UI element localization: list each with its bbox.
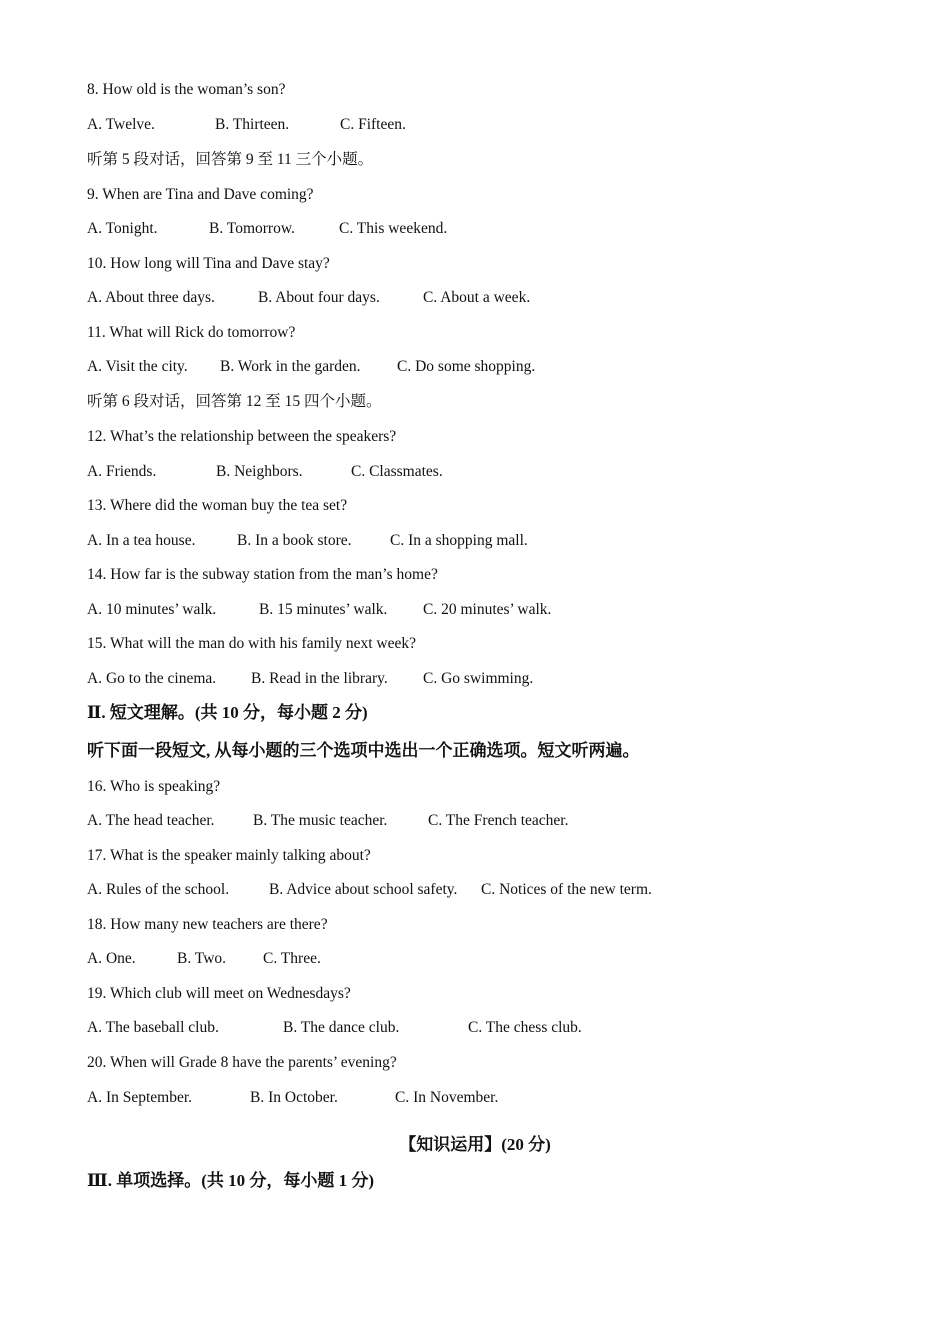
answer-option: B. Advice about school safety. — [269, 881, 458, 898]
answer-option: C. Fifteen. — [340, 116, 406, 133]
section-heading: Ⅲ. 单项选择。(共 10 分，每小题 1 分) — [87, 1171, 375, 1190]
question-text: 19. Which club will meet on Wednesdays? — [87, 985, 351, 1002]
answer-option: C. Do some shopping. — [397, 358, 536, 375]
answer-option: C. 20 minutes’ walk. — [423, 601, 552, 618]
question-text: 9. When are Tina and Dave coming? — [87, 186, 314, 203]
section-title: 【知识运用】(20 分) — [399, 1135, 551, 1154]
question-text: 12. What’s the relationship between the speakers? — [87, 428, 397, 445]
answer-option: A. Twelve. — [87, 116, 155, 133]
answer-option: C. About a week. — [423, 289, 531, 306]
answer-option: B. Work in the garden. — [220, 358, 361, 375]
answer-option: B. Read in the library. — [251, 670, 388, 687]
answer-option: A. Go to the cinema. — [87, 670, 217, 687]
answer-option: B. In October. — [250, 1089, 338, 1106]
answer-option: A. In September. — [87, 1089, 193, 1106]
question-text: 14. How far is the subway station from the man’s home? — [87, 566, 438, 583]
answer-option: A. The head teacher. — [87, 812, 215, 829]
answer-option: A. The baseball club. — [87, 1019, 219, 1036]
instruction-text: 听第 5 段对话，回答第 9 至 11 三个小题。 — [87, 151, 374, 168]
question-text: 15. What will the man do with his family next week? — [87, 635, 417, 652]
answer-option: B. Neighbors. — [216, 463, 303, 480]
answer-option: C. Notices of the new term. — [481, 881, 652, 898]
section-heading: 听下面一段短文, 从每小题的三个选项中选出一个正确选项。短文听两遍。 — [87, 741, 640, 760]
question-text: 8. How old is the woman’s son? — [87, 81, 286, 98]
section-heading: Ⅱ. 短文理解。(共 10 分，每小题 2 分) — [87, 703, 368, 722]
answer-option: C. In a shopping mall. — [390, 532, 528, 549]
answer-option: C. This weekend. — [339, 220, 448, 237]
question-text: 11. What will Rick do tomorrow? — [87, 324, 296, 341]
answer-option: B. The music teacher. — [253, 812, 388, 829]
question-text: 20. When will Grade 8 have the parents’ evening? — [87, 1054, 397, 1071]
instruction-text: 听第 6 段对话，回答第 12 至 15 四个小题。 — [87, 393, 382, 410]
answer-option: B. Tomorrow. — [209, 220, 295, 237]
answer-option: C. In November. — [395, 1089, 499, 1106]
answer-option: A. One. — [87, 950, 136, 967]
answer-option: B. Thirteen. — [215, 116, 290, 133]
answer-option: A. 10 minutes’ walk. — [87, 601, 217, 618]
question-text: 10. How long will Tina and Dave stay? — [87, 255, 330, 272]
answer-option: C. Classmates. — [351, 463, 443, 480]
answer-option: B. About four days. — [258, 289, 380, 306]
answer-option: C. Three. — [263, 950, 321, 967]
answer-option: A. Visit the city. — [87, 358, 188, 375]
answer-option: A. Rules of the school. — [87, 881, 230, 898]
answer-option: A. Friends. — [87, 463, 157, 480]
answer-option: A. Tonight. — [87, 220, 158, 237]
answer-option: B. Two. — [177, 950, 227, 967]
answer-option: C. Go swimming. — [423, 670, 534, 687]
answer-option: C. The French teacher. — [428, 812, 569, 829]
answer-option: C. The chess club. — [468, 1019, 582, 1036]
answer-option: B. In a book store. — [237, 532, 352, 549]
answer-option: A. In a tea house. — [87, 532, 196, 549]
answer-option: B. 15 minutes’ walk. — [259, 601, 388, 618]
question-text: 16. Who is speaking? — [87, 778, 221, 795]
answer-option: B. The dance club. — [283, 1019, 400, 1036]
question-text: 13. Where did the woman buy the tea set? — [87, 497, 348, 514]
answer-option: A. About three days. — [87, 289, 215, 306]
question-text: 18. How many new teachers are there? — [87, 916, 328, 933]
question-text: 17. What is the speaker mainly talking about? — [87, 847, 371, 864]
